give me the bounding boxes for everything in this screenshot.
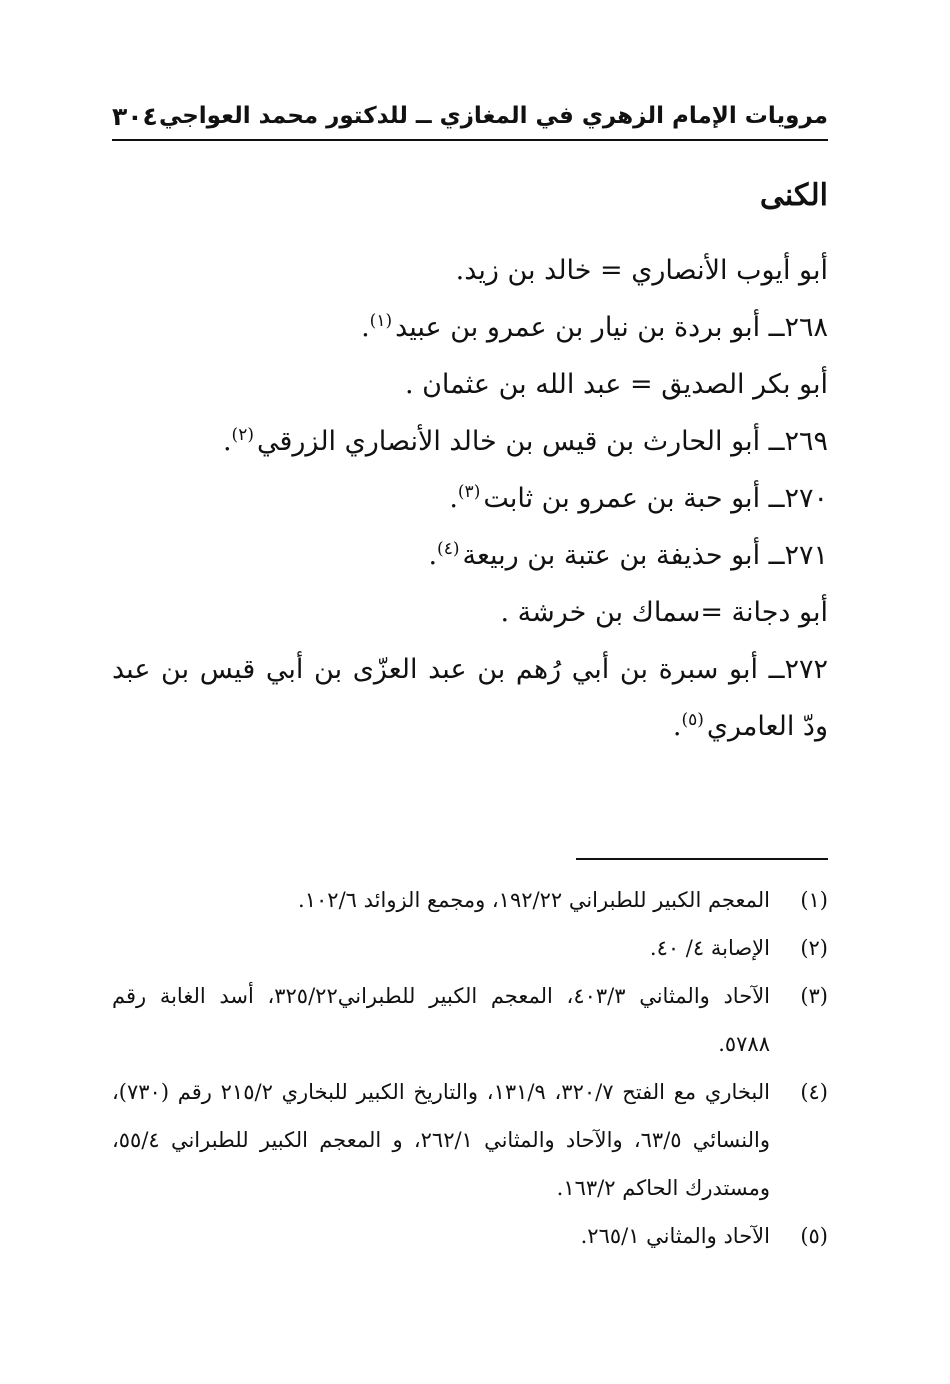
footnote-text: المعجم الكبير للطبراني ١٩٢/٢٢، ومجمع الزوائد ١٠٢/٦.: [298, 888, 770, 912]
header-title: مرويات الإمام الزهري في المغازي ــ للدكتور محمد العواجي: [158, 103, 828, 129]
running-header: [112, 96, 828, 136]
footnote: [112, 1068, 828, 1212]
footnote: [112, 924, 828, 972]
footnotes-list: [112, 876, 828, 1260]
entry-end: .: [449, 483, 458, 514]
footnote: [112, 876, 828, 924]
footnote-reference: (٢): [231, 425, 254, 445]
footnote-separator: [576, 858, 828, 860]
footnote-reference: (٤): [437, 539, 460, 559]
footnote-mark: (٢): [800, 936, 828, 960]
entry-text: ٢٦٩ــ أبو الحارث بن قيس بن خالد الأنصاري الزرقي: [256, 426, 828, 457]
footnote-mark: (٥): [800, 1224, 828, 1248]
book-page: [112, 96, 828, 1296]
section-title: الكنى: [759, 178, 828, 213]
entry: [112, 470, 828, 527]
entry-text: ٢٧٠ــ أبو حبة بن عمرو بن ثابت: [483, 483, 828, 514]
footnote-text: الآحاد والمثاني ٢٦٥/١.: [580, 1224, 770, 1248]
footnote: [112, 972, 828, 1068]
entry-end: .: [672, 711, 682, 742]
entry-text: أبو بكر الصديق = عبد الله بن عثمان .: [404, 369, 828, 400]
footnote-mark: (٣): [800, 984, 828, 1008]
entry-end: .: [222, 426, 232, 457]
entry: [112, 299, 828, 356]
footnote: [112, 1212, 828, 1260]
entry: [112, 527, 828, 584]
entry-end: .: [428, 540, 438, 571]
entry: [112, 356, 828, 413]
footnote-text: الإصابة ٤/ ٤٠.: [649, 936, 770, 960]
entry-text: أبو دجانة =سماك بن خرشة .: [500, 597, 828, 628]
header-rule: [112, 139, 828, 141]
page-number: ٣٠٤: [112, 101, 158, 131]
entry: [112, 242, 828, 299]
entry-text: ٢٧١ــ أبو حذيفة بن عتبة بن ربيعة: [462, 540, 828, 571]
entry-text: ٢٧٢ــ أبو سبرة بن أبي رُهم بن عبد العزّى بن أبي قيس بن عبد ودّ العامري: [112, 654, 828, 742]
entry: [112, 584, 828, 641]
footnote-mark: (١): [800, 888, 828, 912]
entry-text: ٢٦٨ــ أبو بردة بن نيار بن عمرو بن عبيد: [395, 312, 828, 343]
footnote-reference: (٣): [457, 482, 481, 502]
entries-list: [112, 242, 828, 755]
footnote-text: البخاري مع الفتح ٣٢٠/٧، ١٣١/٩، والتاريخ الكبير للبخاري ٢١٥/٢ رقم (٧٣٠)، والنسائي ٦٣/٥، والآحاد والمثاني ٢٦٢/١، و المعجم الكبير للطبراني ٥٥/٤، ومستدرك الحاكم ١٦٣/٢.: [112, 1080, 770, 1200]
entry: [112, 641, 828, 755]
footnote-reference: (١): [369, 311, 393, 331]
footnote-text: الآحاد والمثاني ٤٠٣/٣، المعجم الكبير للطبراني٣٢٥/٢٢، أسد الغابة رقم ٥٧٨٨.: [112, 984, 770, 1056]
entry-end: .: [361, 312, 370, 343]
footnote-reference: (٥): [681, 710, 704, 730]
entry-text: أبو أيوب الأنصاري = خالد بن زيد.: [455, 255, 828, 286]
footnote-mark: (٤): [800, 1080, 828, 1104]
entry: [112, 413, 828, 470]
